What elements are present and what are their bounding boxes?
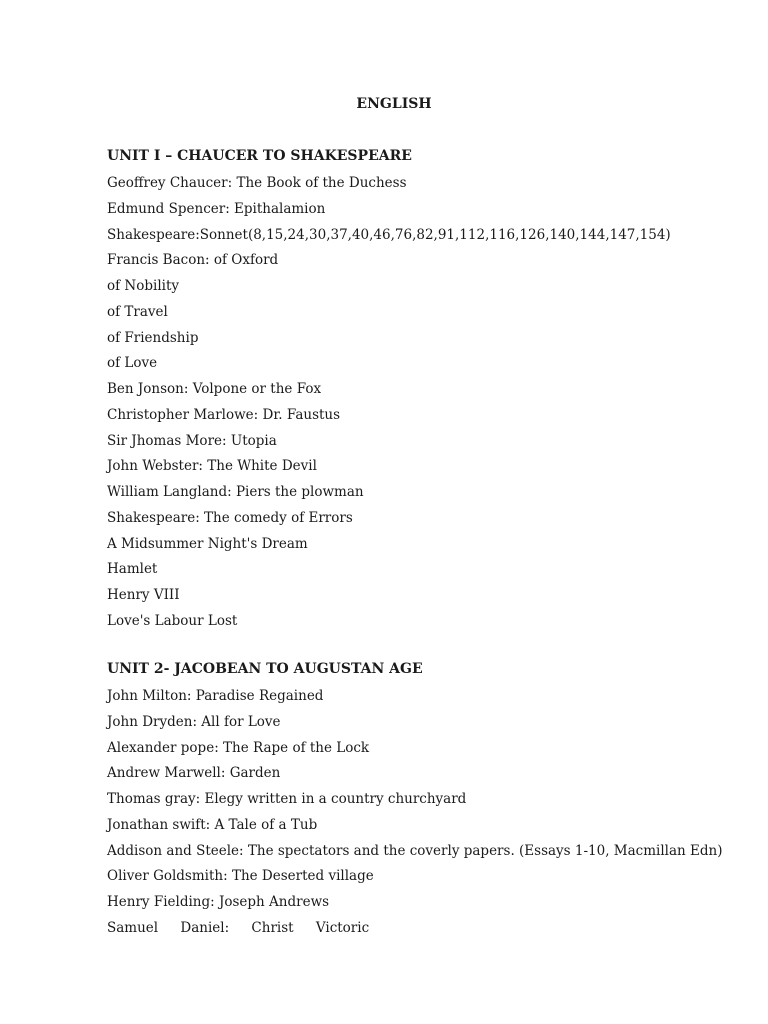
list-item: Alexander pope: The Rape of the Lock xyxy=(107,739,370,756)
unit-section-2 xyxy=(107,659,727,942)
list-item: of Travel xyxy=(107,303,168,320)
list-item: of Friendship xyxy=(107,329,199,346)
unit-heading: UNIT 2- JACOBEAN TO AUGUSTAN AGE xyxy=(107,661,423,677)
list-item: Thomas gray: Elegy written in a country churchyard xyxy=(107,791,467,807)
list-item: Edmund Spencer: Epithalamion xyxy=(107,200,326,217)
list-item: John Milton: Paradise Regained xyxy=(107,688,324,704)
list-item: Shakespeare: The comedy of Errors xyxy=(107,509,353,526)
list-item: Geoffrey Chaucer: The Book of the Duchess xyxy=(107,175,407,191)
list-item: A Midsummer Night's Dream xyxy=(107,535,308,552)
list-item: Samuel Daniel: Christ Victoric xyxy=(107,919,370,936)
list-item: Christopher Marlowe: Dr. Faustus xyxy=(107,406,341,423)
list-item: Hamlet xyxy=(107,561,158,578)
list-item: William Langland: Piers the plowman xyxy=(107,484,364,500)
document-title: ENGLISH xyxy=(356,96,432,112)
list-item: Henry VIII xyxy=(107,587,180,603)
list-item: Oliver Goldsmith: The Deserted village xyxy=(107,868,374,885)
list-item: John Webster: The White Devil xyxy=(107,458,317,475)
list-item: Sir Jhomas More: Utopia xyxy=(107,432,277,449)
list-item: Francis Bacon: of Oxford xyxy=(107,252,279,269)
list-item: Love's Labour Lost xyxy=(107,612,238,629)
list-item: Jonathan swift: A Tale of a Tub xyxy=(107,816,318,833)
unit-section-1 xyxy=(107,146,727,635)
unit-heading: UNIT I – CHAUCER TO SHAKESPEARE xyxy=(107,148,412,164)
list-item: Henry Fielding: Joseph Andrews xyxy=(107,894,330,910)
list-item: Addison and Steele: The spectators and the coverly papers. (Essays 1-10, Macmillan Edn) xyxy=(107,842,723,859)
list-item: John Dryden: All for Love xyxy=(107,713,281,730)
list-item: Shakespeare:Sonnet(8,15,24,30,37,40,46,76,82,91,112,116,126,140,144,147,154) xyxy=(107,226,671,243)
list-item: Andrew Marwell: Garden xyxy=(107,765,281,782)
list-item: of Love xyxy=(107,355,158,372)
list-item: Ben Jonson: Volpone or the Fox xyxy=(107,381,322,397)
list-item: of Nobility xyxy=(107,278,180,294)
